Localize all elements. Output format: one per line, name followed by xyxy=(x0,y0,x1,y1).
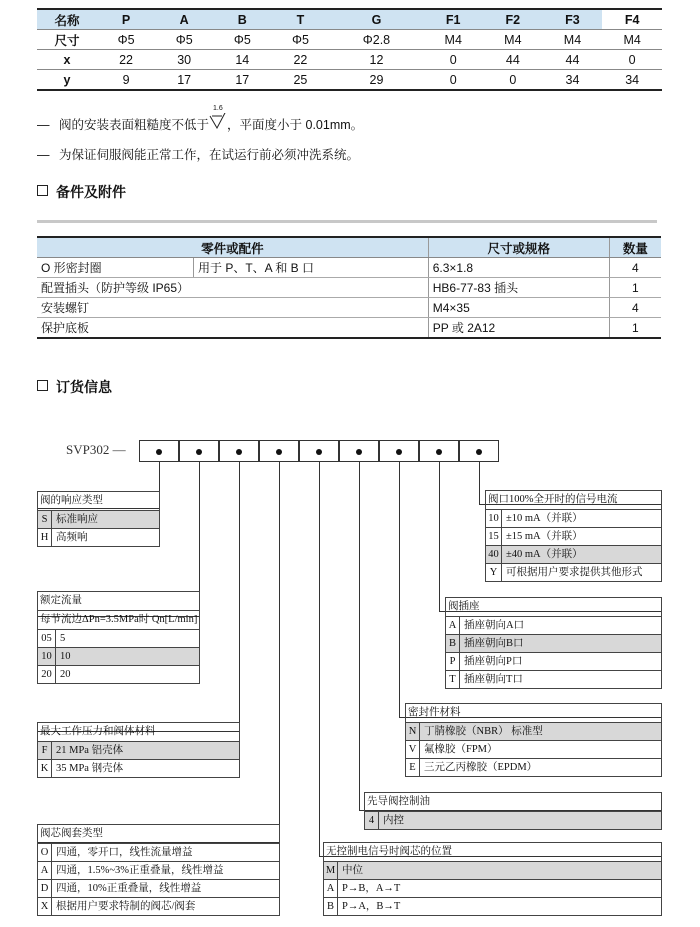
option-desc: 5 xyxy=(60,633,66,644)
note-text-tail: ，平面度小于 0.01mm。 xyxy=(227,118,364,132)
option-row xyxy=(486,564,661,581)
group-title: 阀的响应类型 xyxy=(38,492,159,511)
table-row xyxy=(37,50,662,70)
option-group-socket xyxy=(445,597,662,689)
table-cell: Φ2.8 xyxy=(330,30,424,50)
option-group-position xyxy=(323,842,662,916)
option-desc: 插座朝向T口 xyxy=(464,674,523,685)
table-row xyxy=(37,318,661,339)
connector-line xyxy=(319,462,320,857)
option-desc: 四通，零开口，线性流量增益 xyxy=(56,847,193,858)
part-spec: M4×35 xyxy=(428,298,609,318)
option-code: 10 xyxy=(38,648,56,665)
option-row xyxy=(38,898,279,915)
table-cell: M4 xyxy=(483,30,543,50)
part-spec: HB6-77-83 插头 xyxy=(428,278,609,298)
option-code: Y xyxy=(486,564,502,581)
option-row xyxy=(365,812,661,829)
order-code-slot xyxy=(139,440,179,462)
option-desc: ±10 mA（并联） xyxy=(506,513,583,524)
option-row xyxy=(486,510,661,528)
table-cell: Φ5 xyxy=(155,30,213,50)
group-title: 额定流量 xyxy=(38,592,199,611)
part-usage: 用于 P、T、A 和 B 口 xyxy=(194,258,429,278)
option-desc: 35 MPa 钢壳体 xyxy=(56,763,124,774)
option-row xyxy=(38,666,199,683)
note-flush xyxy=(37,145,359,163)
order-code-slot xyxy=(219,440,259,462)
table-cell: 9 xyxy=(97,70,155,91)
group-title: 阀口100%全开时的信号电流 xyxy=(486,491,661,510)
table-cell: M4 xyxy=(602,30,662,50)
row-label: y xyxy=(37,70,97,91)
slot-dot-icon xyxy=(356,449,362,455)
roughness-value: 1.6 xyxy=(213,105,223,112)
dimension-table xyxy=(37,8,662,91)
table-cell: M4 xyxy=(543,30,603,50)
connector-line xyxy=(359,462,360,811)
option-row xyxy=(38,511,159,529)
option-code: H xyxy=(38,529,52,546)
connector-line xyxy=(479,462,480,505)
option-row xyxy=(38,844,279,862)
row-label: x xyxy=(37,50,97,70)
slot-dot-icon xyxy=(316,449,322,455)
table-cell: 25 xyxy=(271,70,329,91)
option-group-response xyxy=(37,491,160,547)
note-text: 阀的安装表面粗糙度不低于 xyxy=(59,118,210,132)
group-title: 阀芯阀套类型 xyxy=(38,825,279,844)
table-row xyxy=(37,278,661,298)
section-title-order xyxy=(37,377,112,397)
option-row xyxy=(38,529,159,546)
table-cell: 0 xyxy=(602,50,662,70)
section-title-parts xyxy=(37,182,126,202)
header-cell: F4 xyxy=(602,9,662,30)
slot-dot-icon xyxy=(196,449,202,455)
option-code: M xyxy=(324,862,338,879)
part-spec: 6.3×1.8 xyxy=(428,258,609,278)
note-text: 为保证伺服阀能正常工作，在试运行前必须冲洗系统。 xyxy=(59,148,360,162)
option-row xyxy=(486,528,661,546)
header-cell: 尺寸或规格 xyxy=(428,237,609,258)
parts-table-header xyxy=(37,237,661,258)
group-title: 最大工作压力和阀体材料 xyxy=(38,723,239,742)
table-cell: 22 xyxy=(97,50,155,70)
option-desc: 三元乙丙橡胶（EPDM） xyxy=(424,762,538,773)
group-title: 阀插座 xyxy=(446,598,661,617)
part-qty: 1 xyxy=(609,278,661,298)
header-cell: G xyxy=(330,9,424,30)
option-row xyxy=(38,630,199,648)
slot-dot-icon xyxy=(276,449,282,455)
table-cell: 0 xyxy=(423,50,483,70)
option-code: T xyxy=(446,671,460,688)
option-desc: 四通，1.5%~3%正重叠量，线性增益 xyxy=(56,865,224,876)
header-cell: F1 xyxy=(423,9,483,30)
option-code: K xyxy=(38,760,52,777)
option-group-pressure xyxy=(37,722,240,778)
note-dash: — xyxy=(37,148,50,162)
connector-line xyxy=(239,462,240,732)
slot-dot-icon xyxy=(396,449,402,455)
option-desc: 21 MPa 铝壳体 xyxy=(56,745,124,756)
table-cell: 29 xyxy=(330,70,424,91)
option-desc: 根据用户要求特制的阀芯/阀套 xyxy=(56,901,196,912)
table-cell: 22 xyxy=(271,50,329,70)
option-desc: P→A，B→T xyxy=(342,901,401,912)
option-desc: 标准响应 xyxy=(56,514,98,525)
option-code: D xyxy=(38,880,52,897)
connector-line xyxy=(439,462,440,612)
option-desc: 插座朝向A口 xyxy=(464,620,525,631)
option-code: 20 xyxy=(38,666,56,683)
option-row xyxy=(406,741,661,759)
dimension-table-header xyxy=(37,9,662,30)
note-surface xyxy=(37,105,364,133)
option-row xyxy=(486,546,661,564)
option-group-seal xyxy=(405,703,662,777)
group-subtitle: 每节流边ΔPn=3.5MPa时 Qn[L/min] xyxy=(38,611,199,630)
order-code-slot xyxy=(379,440,419,462)
section-title-text: 订货信息 xyxy=(56,379,112,395)
option-row xyxy=(38,760,239,777)
order-code-slot xyxy=(259,440,299,462)
row-label: 尺寸 xyxy=(37,30,97,50)
option-row xyxy=(406,759,661,776)
option-row xyxy=(38,880,279,898)
part-qty: 4 xyxy=(609,258,661,278)
part-name: 保护底板 xyxy=(37,318,428,339)
option-row xyxy=(324,898,661,915)
part-name: 配置插头（防护等级 IP65） xyxy=(37,278,428,298)
part-name: O 形密封圈 xyxy=(37,258,194,278)
option-code: 15 xyxy=(486,528,502,545)
option-desc: 氟橡胶（FPM） xyxy=(424,744,498,755)
option-row xyxy=(324,862,661,880)
option-code: B xyxy=(324,898,338,915)
header-cell: F3 xyxy=(543,9,603,30)
option-code: 4 xyxy=(365,812,379,829)
table-cell: 17 xyxy=(213,70,271,91)
option-group-spool xyxy=(37,824,280,916)
slot-dot-icon xyxy=(436,449,442,455)
table-cell: 44 xyxy=(483,50,543,70)
option-code: S xyxy=(38,511,52,528)
order-code-slot xyxy=(299,440,339,462)
table-cell: 12 xyxy=(330,50,424,70)
option-row xyxy=(324,880,661,898)
order-code-slot xyxy=(459,440,499,462)
option-desc: 可根据用户要求提供其他形式 xyxy=(506,567,643,578)
header-cell: T xyxy=(271,9,329,30)
option-code: N xyxy=(406,723,420,740)
header-cell: 名称 xyxy=(37,9,97,30)
option-code: F xyxy=(38,742,52,759)
slot-dot-icon xyxy=(156,449,162,455)
option-code: X xyxy=(38,898,52,915)
header-cell: P xyxy=(97,9,155,30)
option-group-current xyxy=(485,490,662,582)
parts-table xyxy=(37,236,661,339)
option-desc: ±15 mA（并联） xyxy=(506,531,583,542)
section-title-text: 备件及附件 xyxy=(56,184,126,200)
option-code: O xyxy=(38,844,52,861)
option-code: 10 xyxy=(486,510,502,527)
option-code: A xyxy=(324,880,338,897)
option-desc: 四通，10%正重叠量，线性增益 xyxy=(56,883,202,894)
option-code: E xyxy=(406,759,420,776)
header-cell: B xyxy=(213,9,271,30)
part-qty: 1 xyxy=(609,318,661,339)
option-desc: 高频响 xyxy=(56,532,88,543)
option-row xyxy=(446,653,661,671)
option-desc: 丁腈橡胶（NBR） 标准型 xyxy=(424,726,543,737)
option-desc: 20 xyxy=(60,669,71,680)
table-cell: 30 xyxy=(155,50,213,70)
note-dash: — xyxy=(37,118,50,132)
order-code-slot xyxy=(179,440,219,462)
order-code-prefix: SVP302 — xyxy=(66,442,126,457)
header-cell: 数量 xyxy=(609,237,661,258)
option-code: P xyxy=(446,653,460,670)
option-row xyxy=(38,862,279,880)
option-code: A xyxy=(38,862,52,879)
option-desc: P→B，A→T xyxy=(342,883,401,894)
table-cell: 44 xyxy=(543,50,603,70)
order-code-slot xyxy=(419,440,459,462)
option-row xyxy=(38,648,199,666)
header-cell: A xyxy=(155,9,213,30)
option-code: 40 xyxy=(486,546,502,563)
table-cell: 17 xyxy=(155,70,213,91)
option-desc: ±40 mA（并联） xyxy=(506,549,583,560)
option-desc: 内控 xyxy=(383,815,404,826)
option-code: V xyxy=(406,741,420,758)
option-row xyxy=(446,635,661,653)
square-bullet-icon xyxy=(37,380,48,391)
table-row xyxy=(37,258,661,278)
table-cell: 0 xyxy=(423,70,483,91)
option-group-flow xyxy=(37,591,200,684)
table-cell: 34 xyxy=(602,70,662,91)
option-desc: 插座朝向P口 xyxy=(464,656,523,667)
table-cell: M4 xyxy=(423,30,483,50)
table-cell: 34 xyxy=(543,70,603,91)
option-code: B xyxy=(446,635,460,652)
option-group-pilot xyxy=(364,792,662,830)
option-desc: 中位 xyxy=(342,865,363,876)
part-spec: PP 或 2A12 xyxy=(428,318,609,339)
group-title: 先导阀控制油 xyxy=(365,793,661,812)
roughness-symbol-icon xyxy=(209,105,227,129)
option-desc: 10 xyxy=(60,651,71,662)
table-cell: Φ5 xyxy=(271,30,329,50)
table-row xyxy=(37,30,662,50)
slot-dot-icon xyxy=(236,449,242,455)
order-code-slot xyxy=(339,440,379,462)
table-cell: Φ5 xyxy=(213,30,271,50)
section-divider xyxy=(37,220,657,223)
option-row xyxy=(446,671,661,688)
option-row xyxy=(406,723,661,741)
part-qty: 4 xyxy=(609,298,661,318)
table-row xyxy=(37,298,661,318)
option-code: 05 xyxy=(38,630,56,647)
group-title: 密封件材料 xyxy=(406,704,661,723)
header-cell: 零件或配件 xyxy=(37,237,428,258)
table-cell: Φ5 xyxy=(97,30,155,50)
option-desc: 插座朝向B口 xyxy=(464,638,524,649)
square-bullet-icon xyxy=(37,185,48,196)
table-cell: 14 xyxy=(213,50,271,70)
part-name: 安装螺钉 xyxy=(37,298,428,318)
table-row xyxy=(37,70,662,91)
header-cell: F2 xyxy=(483,9,543,30)
connector-line xyxy=(399,462,400,718)
table-cell: 0 xyxy=(483,70,543,91)
option-row xyxy=(38,742,239,760)
option-row xyxy=(446,617,661,635)
slot-dot-icon xyxy=(476,449,482,455)
option-code: A xyxy=(446,617,460,634)
connector-line xyxy=(279,462,280,843)
group-title: 无控制电信号时阀芯的位置 xyxy=(324,843,661,862)
